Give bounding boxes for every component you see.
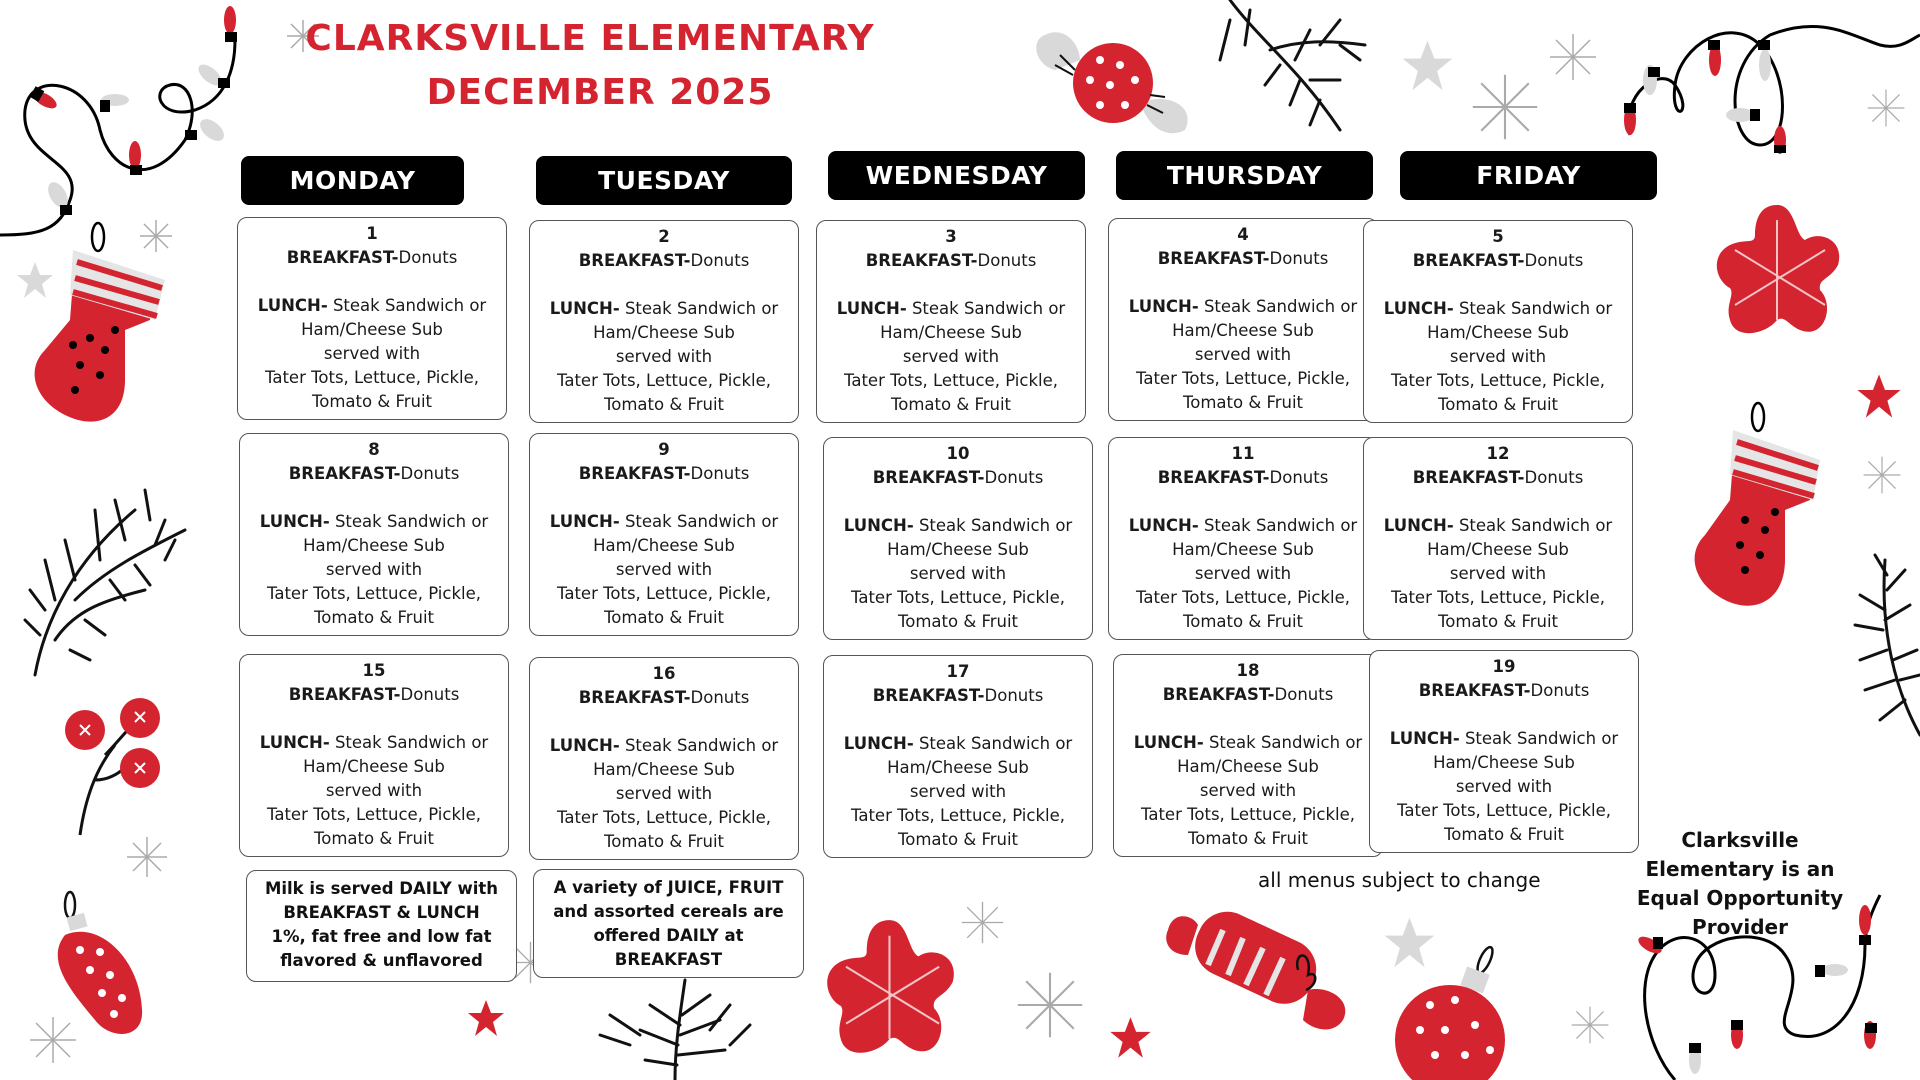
breakfast-label: BREAKFAST- xyxy=(1157,249,1270,268)
lunch-label: LUNCH- xyxy=(836,299,907,318)
breakfast-line xyxy=(240,683,508,707)
breakfast-line xyxy=(530,462,798,486)
lunch-line xyxy=(240,510,508,534)
served-with: served with xyxy=(325,781,423,800)
day-cell xyxy=(529,220,799,423)
day-header-friday: FRIDAY xyxy=(1400,151,1657,200)
star-icon xyxy=(15,260,55,300)
lunch-label: LUNCH- xyxy=(1389,729,1460,748)
sides-line: Tater Tots, Lettuce, Pickle, xyxy=(1391,588,1605,607)
sides-line: Tater Tots, Lettuce, Pickle, xyxy=(844,371,1058,390)
lunch-label: LUNCH- xyxy=(1133,733,1204,752)
breakfast-label: BREAKFAST- xyxy=(578,251,691,270)
breakfast-item: Donuts xyxy=(400,685,460,704)
lunch-label: LUNCH- xyxy=(1128,516,1199,535)
date-number: 17 xyxy=(946,662,970,681)
breakfast-item: Donuts xyxy=(1530,681,1590,700)
sides-line: Tater Tots, Lettuce, Pickle, xyxy=(265,368,479,387)
lunch-label: LUNCH- xyxy=(843,734,914,753)
sides-line: Tomato & Fruit xyxy=(897,612,1019,631)
lunch-main: Steak Sandwich or xyxy=(619,299,779,318)
breakfast-item: Donuts xyxy=(1274,685,1334,704)
breakfast-line xyxy=(817,249,1085,273)
breakfast-label: BREAKFAST- xyxy=(288,685,401,704)
sides-line: Tomato & Fruit xyxy=(1437,395,1559,414)
served-with: served with xyxy=(909,564,1007,583)
sides-line: Tater Tots, Lettuce, Pickle, xyxy=(851,588,1065,607)
breakfast-line xyxy=(824,684,1092,708)
served-with: served with xyxy=(909,782,1007,801)
breakfast-line xyxy=(1109,466,1377,490)
breakfast-label: BREAKFAST- xyxy=(1157,468,1270,487)
breakfast-item: Donuts xyxy=(690,464,750,483)
sides-line: Tomato & Fruit xyxy=(313,608,435,627)
lunch-line xyxy=(238,294,506,318)
served-with: served with xyxy=(1449,564,1547,583)
breakfast-label: BREAKFAST- xyxy=(288,464,401,483)
day-cell xyxy=(823,437,1093,640)
star-icon xyxy=(1855,372,1903,420)
breakfast-label: BREAKFAST- xyxy=(578,464,691,483)
day-header-thursday: THURSDAY xyxy=(1116,151,1373,200)
breakfast-line xyxy=(1114,683,1382,707)
breakfast-item: Donuts xyxy=(400,464,460,483)
day-cell xyxy=(1363,220,1633,423)
breakfast-line xyxy=(530,249,798,273)
lunch-alt: Ham/Cheese Sub xyxy=(1427,540,1569,559)
milk-note-line: Milk is served DAILY with xyxy=(264,879,499,898)
breakfast-line xyxy=(530,686,798,710)
lunch-line xyxy=(824,514,1092,538)
served-with: served with xyxy=(1194,564,1292,583)
sides-line: Tomato & Fruit xyxy=(1182,393,1304,412)
lunch-alt: Ham/Cheese Sub xyxy=(593,323,735,342)
ornament-icon xyxy=(1385,945,1515,1080)
lunch-alt: Ham/Cheese Sub xyxy=(887,540,1029,559)
breakfast-label: BREAKFAST- xyxy=(865,251,978,270)
breakfast-item: Donuts xyxy=(984,468,1044,487)
lunch-label: LUNCH- xyxy=(259,512,330,531)
juice-note-line: BREAKFAST xyxy=(614,950,723,969)
day-cell xyxy=(1113,654,1383,857)
lunch-line xyxy=(240,731,508,755)
served-with: served with xyxy=(615,784,713,803)
snowflake-icon xyxy=(1866,88,1906,128)
pine-branch-icon xyxy=(15,470,195,680)
sides-line: Tomato & Fruit xyxy=(1182,612,1304,631)
cookie-icon xyxy=(820,915,960,1065)
stocking-icon xyxy=(1685,400,1820,615)
pine-branch-icon xyxy=(590,975,760,1080)
candy-icon xyxy=(1025,25,1200,140)
sides-line: Tater Tots, Lettuce, Pickle, xyxy=(1391,371,1605,390)
lunch-alt: Ham/Cheese Sub xyxy=(880,323,1022,342)
breakfast-item: Donuts xyxy=(977,251,1037,270)
string-lights-icon xyxy=(0,0,240,240)
lunch-main: Steak Sandwich or xyxy=(1198,516,1358,535)
day-cell xyxy=(1369,650,1639,853)
sides-line: Tomato & Fruit xyxy=(311,392,433,411)
date-number: 3 xyxy=(945,227,957,246)
lunch-line xyxy=(530,297,798,321)
date-number: 8 xyxy=(368,440,380,459)
served-with: served with xyxy=(615,347,713,366)
day-cell xyxy=(239,654,509,857)
breakfast-line xyxy=(240,462,508,486)
date-number: 4 xyxy=(1237,225,1249,244)
breakfast-label: BREAKFAST- xyxy=(578,688,691,707)
sides-line: Tater Tots, Lettuce, Pickle, xyxy=(1136,369,1350,388)
day-header-tuesday: TUESDAY xyxy=(536,156,792,205)
day-cell xyxy=(823,655,1093,858)
breakfast-line xyxy=(1364,466,1632,490)
day-cell xyxy=(239,433,509,636)
breakfast-line xyxy=(824,466,1092,490)
milk-note-line: BREAKFAST & LUNCH xyxy=(283,903,480,922)
date-number: 12 xyxy=(1486,444,1510,463)
lunch-alt: Ham/Cheese Sub xyxy=(303,757,445,776)
lunch-label: LUNCH- xyxy=(843,516,914,535)
eop-line: Elementary is an xyxy=(1645,857,1835,881)
lunch-line xyxy=(1370,727,1638,751)
sides-line: Tater Tots, Lettuce, Pickle, xyxy=(1141,805,1355,824)
star-icon xyxy=(1108,1015,1153,1060)
lunch-alt: Ham/Cheese Sub xyxy=(1177,757,1319,776)
day-cell xyxy=(529,433,799,636)
lunch-line xyxy=(1109,295,1377,319)
lunch-alt: Ham/Cheese Sub xyxy=(1427,323,1569,342)
lunch-line xyxy=(824,732,1092,756)
milk-note-line: flavored & unflavored xyxy=(280,951,483,970)
lunch-line xyxy=(1364,297,1632,321)
star-icon xyxy=(466,998,506,1038)
breakfast-item: Donuts xyxy=(1269,468,1329,487)
sides-line: Tater Tots, Lettuce, Pickle, xyxy=(1397,801,1611,820)
lunch-alt: Ham/Cheese Sub xyxy=(593,760,735,779)
day-cell xyxy=(1363,437,1633,640)
sides-line: Tater Tots, Lettuce, Pickle, xyxy=(557,584,771,603)
served-with: served with xyxy=(902,347,1000,366)
snowflake-icon xyxy=(1862,455,1902,495)
date-number: 10 xyxy=(946,444,970,463)
lunch-line xyxy=(1364,514,1632,538)
eop-line: Clarksville xyxy=(1681,828,1799,852)
sides-line: Tomato & Fruit xyxy=(603,832,725,851)
snowflake-icon xyxy=(28,1015,78,1065)
pine-branch-icon xyxy=(1200,0,1370,135)
lunch-label: LUNCH- xyxy=(549,512,620,531)
day-cell xyxy=(1108,218,1378,421)
date-number: 1 xyxy=(366,224,378,243)
string-lights-icon xyxy=(1620,15,1920,155)
lunch-main: Steak Sandwich or xyxy=(1453,516,1613,535)
served-with: served with xyxy=(1455,777,1553,796)
juice-note-line: and assorted cereals are xyxy=(553,902,784,921)
sides-line: Tomato & Fruit xyxy=(603,608,725,627)
breakfast-line xyxy=(1364,249,1632,273)
served-with: served with xyxy=(1199,781,1297,800)
breakfast-item: Donuts xyxy=(690,251,750,270)
date-number: 11 xyxy=(1231,444,1255,463)
date-number: 18 xyxy=(1236,661,1260,680)
lunch-main: Steak Sandwich or xyxy=(329,733,489,752)
pine-branch-icon xyxy=(1825,550,1920,735)
snowflake-icon xyxy=(1470,72,1540,142)
sides-line: Tater Tots, Lettuce, Pickle, xyxy=(851,806,1065,825)
eop-line: Provider xyxy=(1692,915,1788,939)
sides-line: Tomato & Fruit xyxy=(603,395,725,414)
day-header-wednesday: WEDNESDAY xyxy=(828,151,1085,200)
day-cell xyxy=(237,217,507,420)
lunch-alt: Ham/Cheese Sub xyxy=(301,320,443,339)
lunch-main: Steak Sandwich or xyxy=(913,516,1073,535)
breakfast-item: Donuts xyxy=(1269,249,1329,268)
sides-line: Tater Tots, Lettuce, Pickle, xyxy=(557,371,771,390)
breakfast-line xyxy=(1109,247,1377,271)
lunch-alt: Ham/Cheese Sub xyxy=(1172,540,1314,559)
equal-opportunity-statement xyxy=(1625,826,1855,942)
juice-note xyxy=(533,869,804,978)
lunch-line xyxy=(530,734,798,758)
breakfast-label: BREAKFAST- xyxy=(872,468,985,487)
date-number: 15 xyxy=(362,661,386,680)
breakfast-label: BREAKFAST- xyxy=(1412,468,1525,487)
day-header-monday: MONDAY xyxy=(241,156,464,205)
lunch-label: LUNCH- xyxy=(259,733,330,752)
lunch-main: Steak Sandwich or xyxy=(1198,297,1358,316)
snowflake-icon xyxy=(960,900,1005,945)
lunch-main: Steak Sandwich or xyxy=(906,299,1066,318)
juice-note-line: offered DAILY at xyxy=(593,926,744,945)
date-number: 2 xyxy=(658,227,670,246)
breakfast-label: BREAKFAST- xyxy=(1418,681,1531,700)
sides-line: Tomato & Fruit xyxy=(897,830,1019,849)
lunch-label: LUNCH- xyxy=(549,736,620,755)
date-number: 9 xyxy=(658,440,670,459)
month-title: DECEMBER 2025 xyxy=(426,72,774,113)
served-with: served with xyxy=(323,344,421,363)
lunch-main: Steak Sandwich or xyxy=(1203,733,1363,752)
breakfast-line xyxy=(238,246,506,270)
snowflake-icon xyxy=(1570,1005,1610,1045)
milk-note xyxy=(246,870,517,982)
breakfast-label: BREAKFAST- xyxy=(1162,685,1275,704)
berries-icon xyxy=(60,690,180,840)
lunch-line xyxy=(1114,731,1382,755)
lunch-main: Steak Sandwich or xyxy=(913,734,1073,753)
breakfast-item: Donuts xyxy=(1524,251,1584,270)
served-with: served with xyxy=(1449,347,1547,366)
sides-line: Tater Tots, Lettuce, Pickle, xyxy=(267,805,481,824)
lunch-alt: Ham/Cheese Sub xyxy=(303,536,445,555)
snowflake-icon xyxy=(125,835,169,879)
lunch-alt: Ham/Cheese Sub xyxy=(1433,753,1575,772)
served-with: served with xyxy=(1194,345,1292,364)
lunch-label: LUNCH- xyxy=(549,299,620,318)
breakfast-label: BREAKFAST- xyxy=(872,686,985,705)
snowflake-icon xyxy=(1548,32,1598,82)
date-number: 19 xyxy=(1492,657,1516,676)
milk-note-line: 1%, fat free and low fat xyxy=(271,927,492,946)
served-with: served with xyxy=(325,560,423,579)
lunch-alt: Ham/Cheese Sub xyxy=(887,758,1029,777)
day-cell xyxy=(816,220,1086,423)
breakfast-item: Donuts xyxy=(1524,468,1584,487)
breakfast-item: Donuts xyxy=(398,248,458,267)
lunch-label: LUNCH- xyxy=(257,296,328,315)
breakfast-line xyxy=(1370,679,1638,703)
cookie-icon xyxy=(1710,200,1845,345)
day-cell xyxy=(529,657,799,860)
lunch-main: Steak Sandwich or xyxy=(619,512,779,531)
lunch-main: Steak Sandwich or xyxy=(1459,729,1619,748)
school-title: CLARKSVILLE ELEMENTARY xyxy=(305,18,875,59)
breakfast-item: Donuts xyxy=(984,686,1044,705)
lunch-line xyxy=(1109,514,1377,538)
sides-line: Tomato & Fruit xyxy=(1437,612,1559,631)
lunch-main: Steak Sandwich or xyxy=(329,512,489,531)
snowflake-icon xyxy=(1015,970,1085,1040)
lunch-line xyxy=(530,510,798,534)
sides-line: Tater Tots, Lettuce, Pickle, xyxy=(557,808,771,827)
day-cell xyxy=(1108,437,1378,640)
snowflake-icon xyxy=(138,218,174,254)
eop-line: Equal Opportunity xyxy=(1636,886,1844,910)
date-number: 16 xyxy=(652,664,676,683)
candy-icon xyxy=(1158,910,1353,1035)
sides-line: Tomato & Fruit xyxy=(1443,825,1565,844)
lunch-label: LUNCH- xyxy=(1128,297,1199,316)
breakfast-label: BREAKFAST- xyxy=(1412,251,1525,270)
lunch-alt: Ham/Cheese Sub xyxy=(1172,321,1314,340)
lunch-main: Steak Sandwich or xyxy=(327,296,487,315)
lunch-label: LUNCH- xyxy=(1383,516,1454,535)
sides-line: Tater Tots, Lettuce, Pickle, xyxy=(1136,588,1350,607)
sides-line: Tater Tots, Lettuce, Pickle, xyxy=(267,584,481,603)
breakfast-label: BREAKFAST- xyxy=(286,248,399,267)
star-icon xyxy=(1400,38,1455,93)
sides-line: Tomato & Fruit xyxy=(313,829,435,848)
lunch-alt: Ham/Cheese Sub xyxy=(593,536,735,555)
lunch-main: Steak Sandwich or xyxy=(1453,299,1613,318)
lunch-main: Steak Sandwich or xyxy=(619,736,779,755)
served-with: served with xyxy=(615,560,713,579)
sides-line: Tomato & Fruit xyxy=(1187,829,1309,848)
sides-line: Tomato & Fruit xyxy=(890,395,1012,414)
lunch-line xyxy=(817,297,1085,321)
lunch-label: LUNCH- xyxy=(1383,299,1454,318)
juice-note-line: A variety of JUICE, FRUIT xyxy=(553,878,784,897)
disclaimer-text: all menus subject to change xyxy=(1258,868,1541,892)
date-number: 5 xyxy=(1492,227,1504,246)
breakfast-item: Donuts xyxy=(690,688,750,707)
